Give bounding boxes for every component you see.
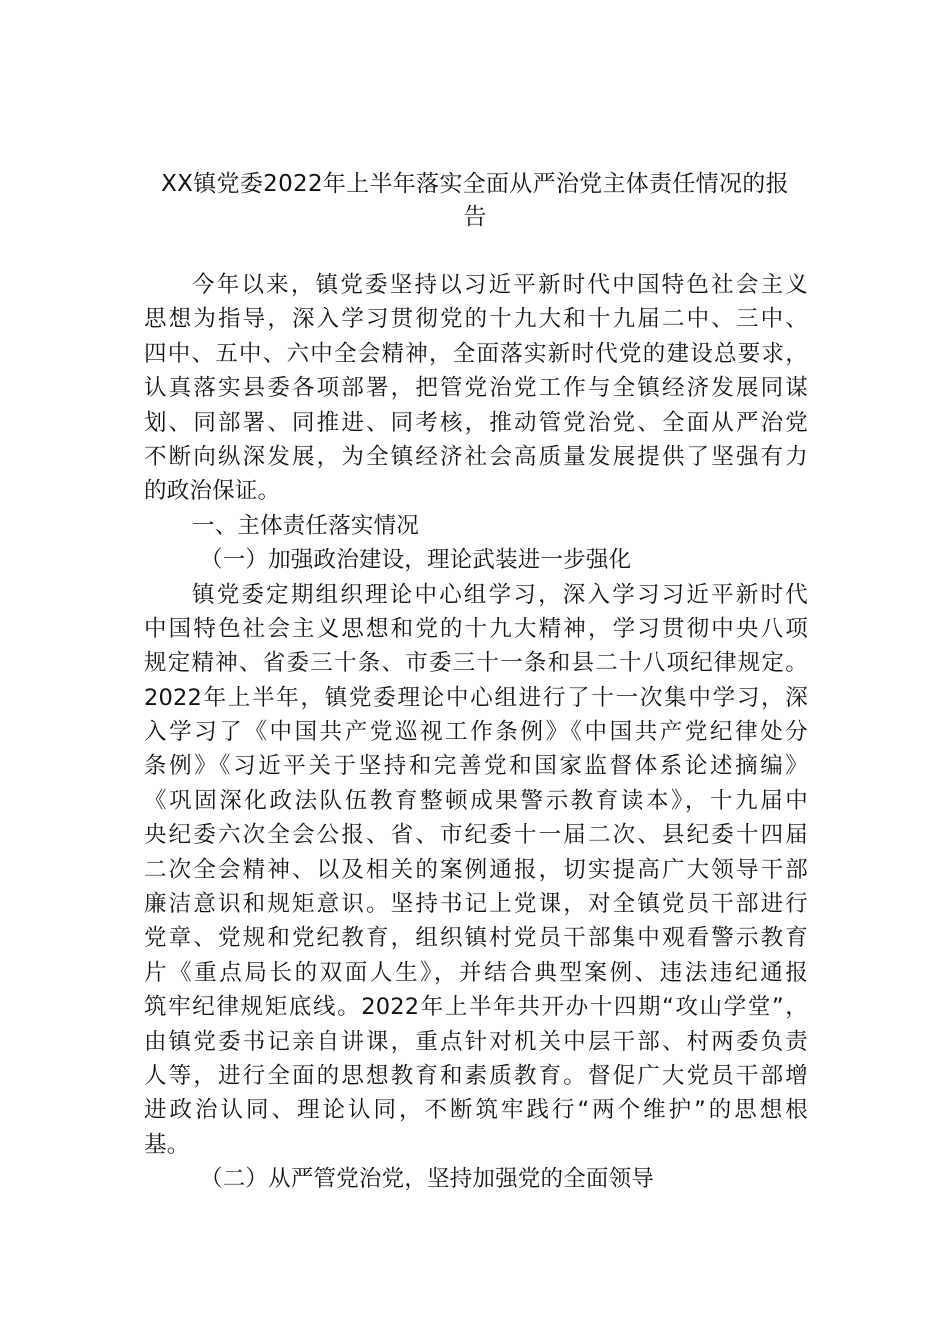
paragraph-line: 今年以来，镇党委坚持以习近平新时代中国特色社会主义 <box>192 272 808 298</box>
paragraph-line: 的政治保证。 <box>144 478 281 505</box>
document-body <box>144 268 808 1197</box>
document-title <box>140 168 810 234</box>
paragraph-line: 央纪委六次全会公报、省、市纪委十一届二次、县纪委十四届 <box>144 822 808 849</box>
paragraph-line: 中国特色社会主义思想和党的十九大精神，学习贯彻中央八项 <box>144 615 808 642</box>
paragraph-line: 廉洁意识和规矩意识。坚持书记上党课，对全镇党员干部进行 <box>144 891 808 918</box>
paragraph-line: 进政治认同、理论认同，不断筑牢践行“两个维护”的思想根 <box>144 1097 808 1124</box>
paragraph-line: 由镇党委书记亲自讲课，重点针对机关中层干部、村两委负责 <box>144 1028 808 1055</box>
paragraph-line: 条例》《习近平关于坚持和完善党和国家监督体系论述摘编》 <box>144 753 808 780</box>
title-line: XX镇党委2022年上半年落实全面从严治党主体责任情况的报 <box>161 171 789 197</box>
paragraph-line: 片《重点局长的双面人生》，并结合典型案例、违法违纪通报 <box>144 959 808 986</box>
paragraph-line: 人等，进行全面的思想教育和素质教育。督促广大党员干部增 <box>144 1062 808 1089</box>
paragraph-line: 思想为指导，深入学习贯彻党的十九大和十九届二中、三中、 <box>144 306 808 333</box>
paragraph-line: 划、同部署、同推进、同考核，推动管党治党、全面从严治党 <box>144 409 808 436</box>
section-heading: 一、主体责任落实情况 <box>192 512 420 539</box>
paragraph-line: 基。 <box>144 1131 190 1158</box>
subsection-heading: （二）从严管党治党，坚持加强党的全面领导 <box>200 1166 655 1193</box>
paragraph-line: 认真落实县委各项部署，把管党治党工作与全镇经济发展同谋 <box>144 375 808 402</box>
paragraph-line: 筑牢纪律规矩底线。2022年上半年共开办十四期“攻山学堂”， <box>144 994 808 1021</box>
paragraph-line: 不断向纵深发展，为全镇经济社会高质量发展提供了坚强有力 <box>144 443 808 470</box>
paragraph-line: 2022年上半年，镇党委理论中心组进行了十一次集中学习，深 <box>144 684 808 711</box>
paragraph-line: 规定精神、省委三十条、市委三十一条和县二十八项纪律规定。 <box>144 650 808 677</box>
paragraph-line: 二次全会精神、以及相关的案例通报，切实提高广大领导干部 <box>144 856 808 883</box>
paragraph-line: 党章、党规和党纪教育，组织镇村党员干部集中观看警示教育 <box>144 925 808 952</box>
subsection-heading: （一）加强政治建设，理论武装进一步强化 <box>200 547 632 574</box>
paragraph-line: 《巩固深化政法队伍教育整顿成果警示教育读本》，十九届中 <box>144 787 808 814</box>
paragraph-line: 镇党委定期组织理论中心组学习，深入学习习近平新时代 <box>192 581 808 608</box>
paragraph-line: 四中、五中、六中全会精神，全面落实新时代党的建设总要求， <box>144 340 808 367</box>
paragraph-line: 入学习了《中国共产党巡视工作条例》《中国共产党纪律处分 <box>144 719 808 746</box>
title-line: 告 <box>463 204 487 230</box>
